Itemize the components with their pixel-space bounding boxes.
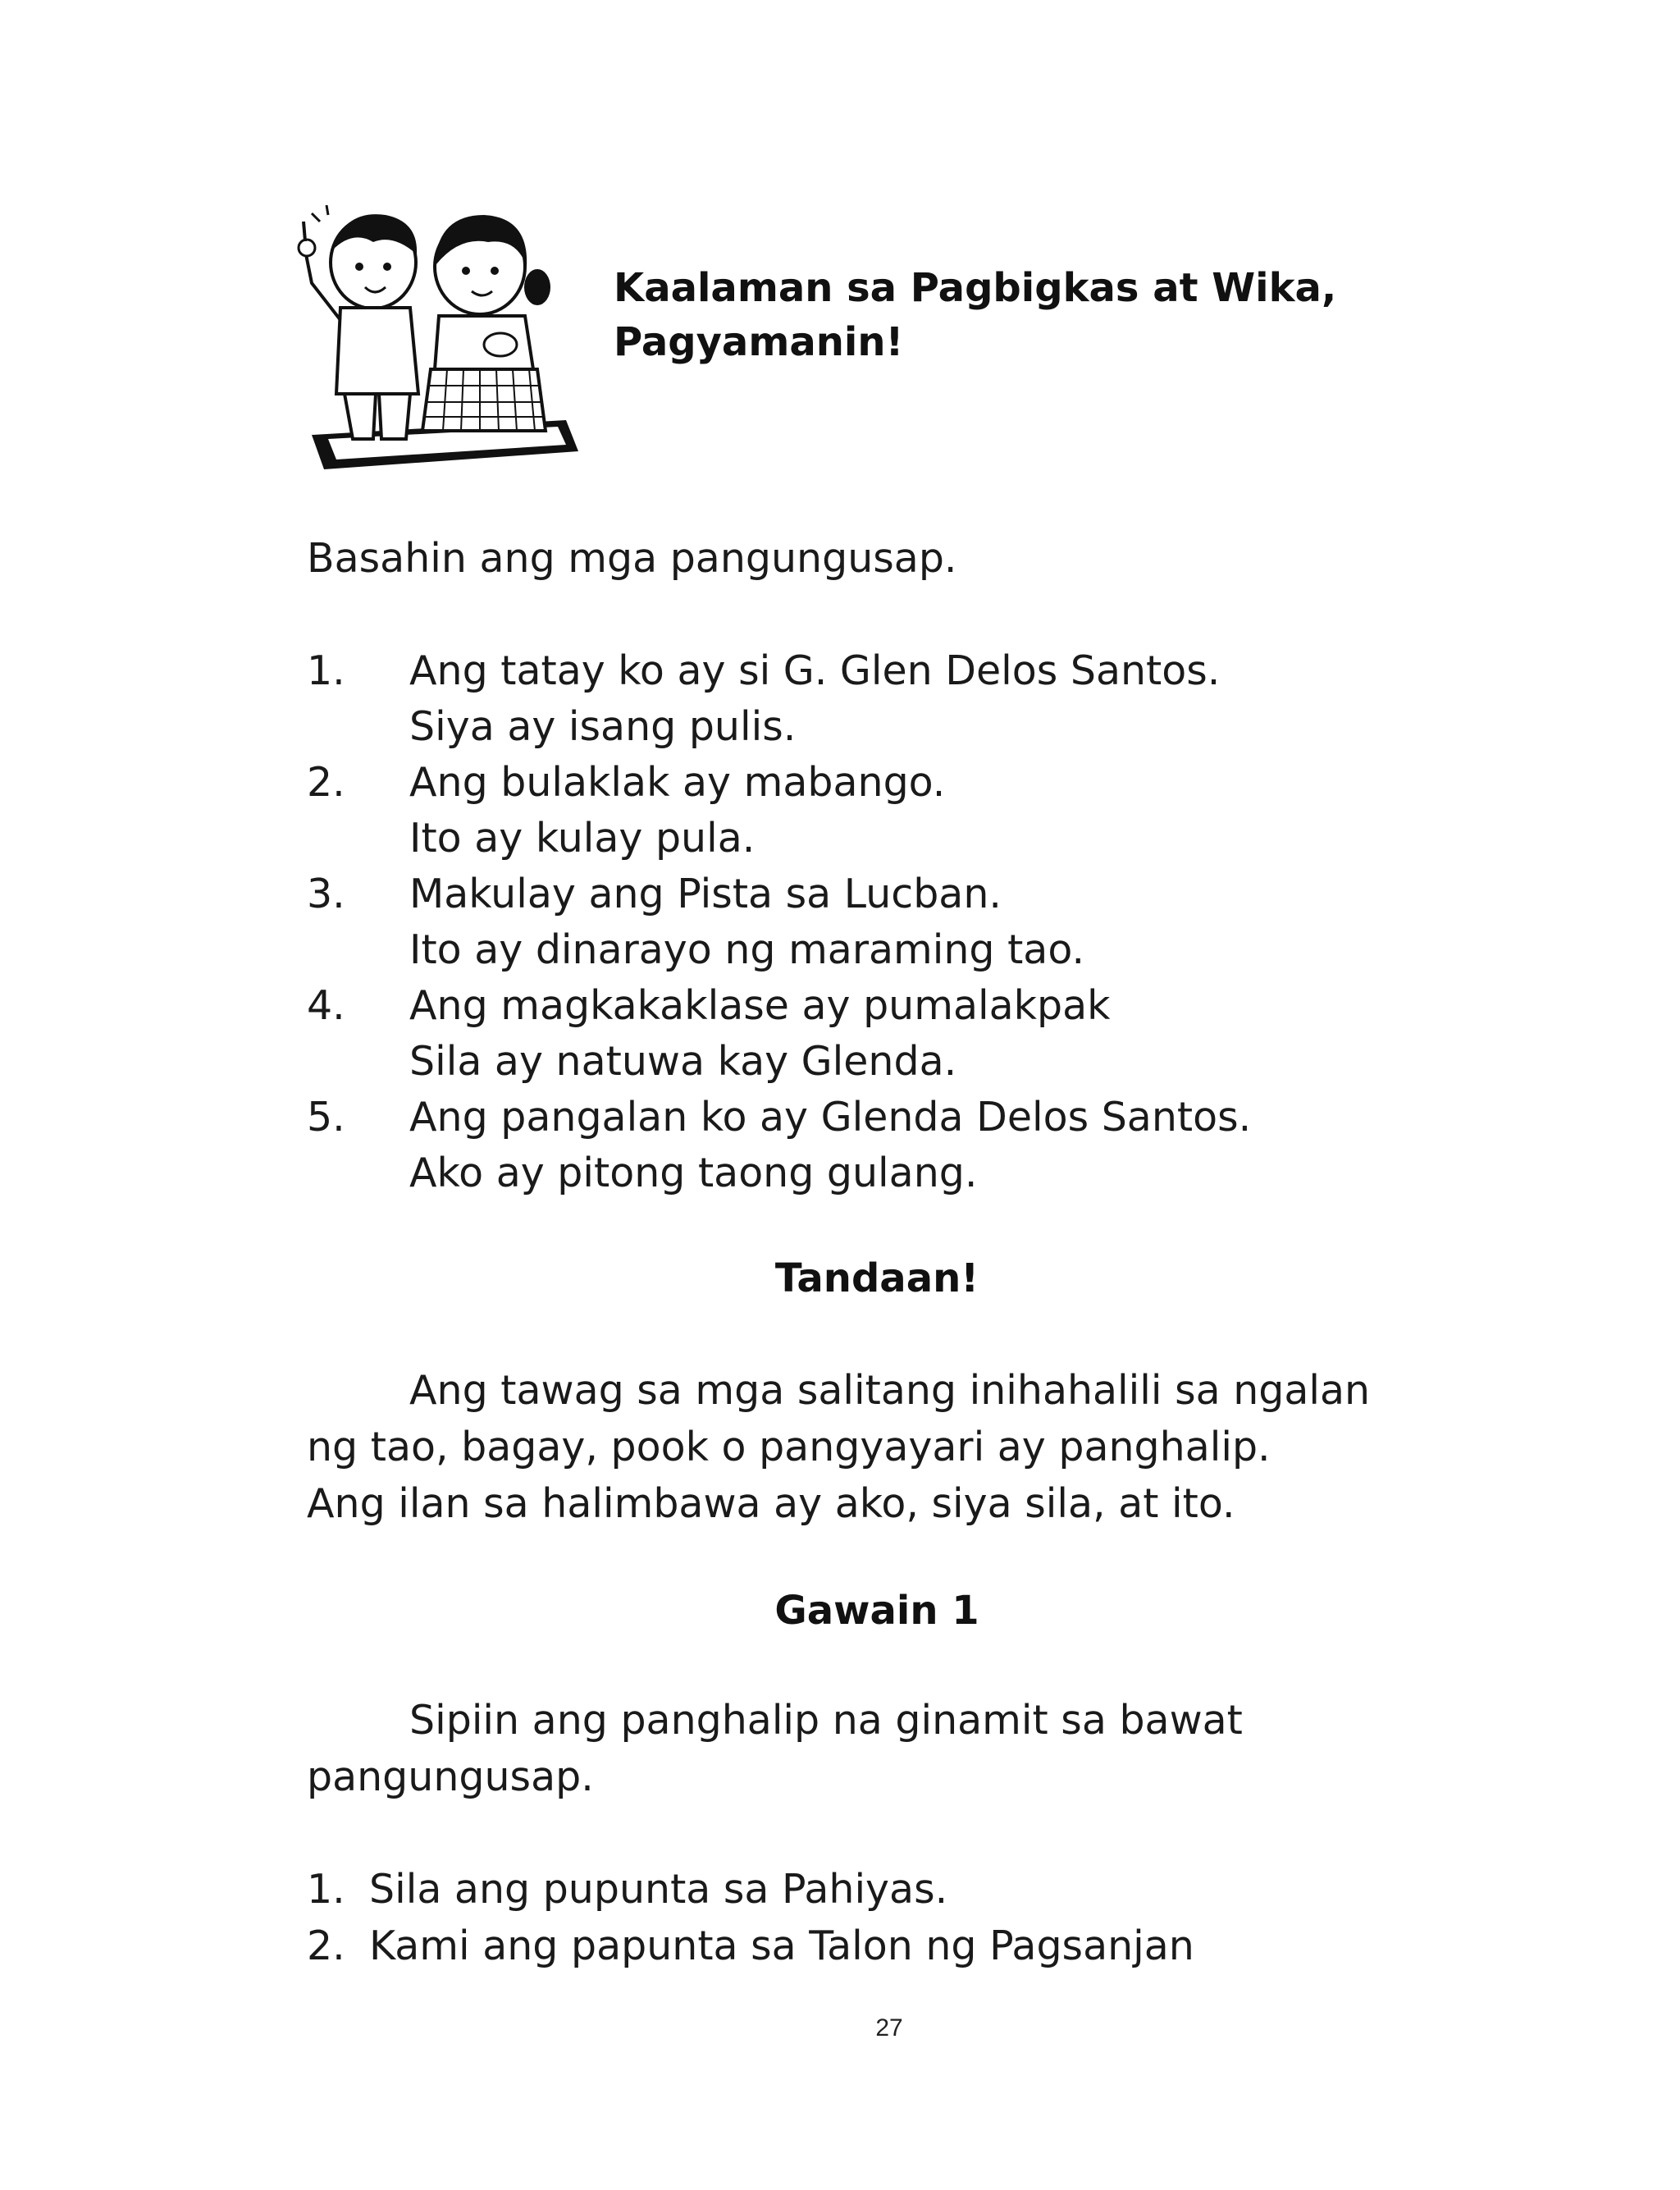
reading-instruction: Basahin ang mga pangungusap. (307, 535, 957, 582)
heading-line-2: Pagyamanin! (614, 319, 904, 365)
page-number: 27 (875, 2014, 903, 2041)
item-sentence-2: Ako ay pitong taong gulang. (409, 1150, 978, 1196)
item-number: 5. (307, 1094, 345, 1141)
list-item (307, 643, 1455, 755)
tandaan-line-2: ng tao, bagay, pook o pangyayari ay panghalip. (307, 1424, 1271, 1470)
item-number: 1. (307, 1866, 345, 1913)
gawain-instruction (307, 1692, 1472, 1805)
item-sentence-1: Makulay ang Pista sa Lucban. (409, 871, 1002, 917)
tandaan-line-1: Ang tawag sa mga salitang inihahalili sa ngalan (409, 1367, 1371, 1414)
item-sentence-1: Ang bulaklak ay mabango. (409, 759, 946, 806)
item-sentence-1: Ang tatay ko ay si G. Glen Delos Santos. (409, 647, 1221, 694)
item-sentence-2: Sila ay natuwa kay Glenda. (409, 1038, 957, 1085)
page-heading (614, 261, 1434, 369)
item-number: 3. (307, 871, 345, 917)
tandaan-paragraph (307, 1362, 1472, 1532)
list-item (307, 1090, 1455, 1201)
gawain-heading: Gawain 1 (774, 1588, 979, 1634)
item-sentence-1: Ang magkakaklase ay pumalakpak (409, 982, 1111, 1029)
exercise-sentence: Sila ang pupunta sa Pahiyas. (369, 1866, 948, 1913)
tandaan-heading: Tandaan! (774, 1255, 979, 1301)
list-item (307, 755, 1455, 866)
item-number: 2. (307, 1923, 345, 1969)
gawain-instruction-line-2: pangungusap. (307, 1753, 594, 1800)
item-sentence-2: Ito ay kulay pula. (409, 815, 756, 862)
item-number: 1. (307, 647, 345, 694)
item-sentence-1: Ang pangalan ko ay Glenda Delos Santos. (409, 1094, 1252, 1141)
item-sentence-2: Ito ay dinarayo ng maraming tao. (409, 926, 1085, 973)
list-item (307, 866, 1455, 978)
item-number: 2. (307, 759, 345, 806)
exercise-sentence: Kami ang papunta sa Talon ng Pagsanjan (369, 1923, 1194, 1969)
two-children-illustration-icon (295, 205, 591, 476)
tandaan-line-3: Ang ilan sa halimbawa ay ako, siya sila, at ito. (307, 1480, 1235, 1527)
heading-line-1: Kaalaman sa Pagbigkas at Wika, (614, 265, 1337, 311)
list-item (307, 978, 1455, 1090)
item-sentence-2: Siya ay isang pulis. (409, 703, 797, 750)
item-number: 4. (307, 982, 345, 1029)
reading-list (307, 643, 1455, 1201)
gawain-instruction-line-1: Sipiin ang panghalip na ginamit sa bawat (409, 1697, 1243, 1744)
